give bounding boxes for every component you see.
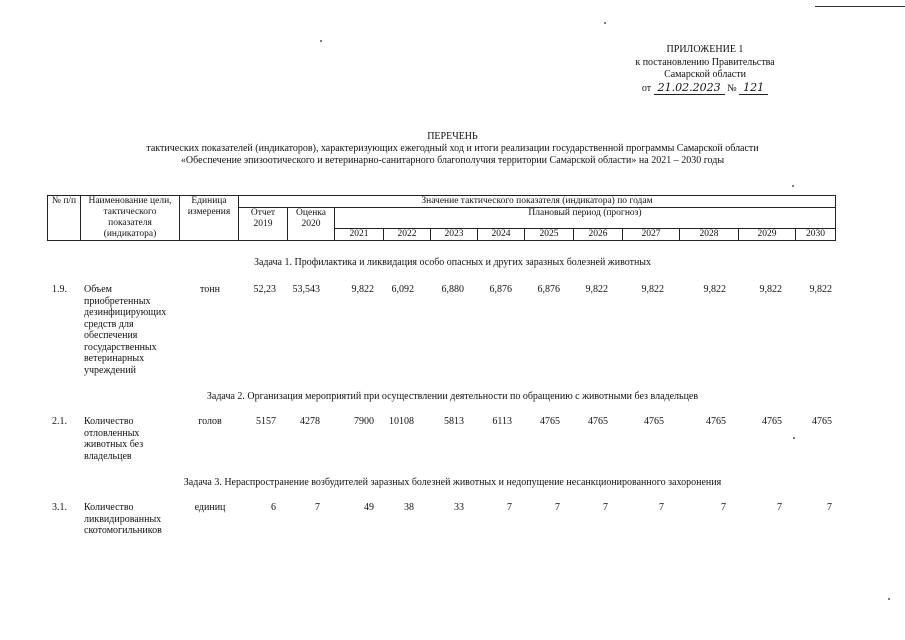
year-header: 2029 (739, 229, 796, 241)
value-cell: 52,23 (253, 284, 276, 295)
value-cell: 6,092 (391, 284, 414, 295)
table-row (0, 284, 905, 384)
year-header: 2025 (525, 229, 574, 241)
value-cell: 38 (404, 502, 414, 513)
table-row (0, 502, 905, 542)
value-cell: 4765 (588, 416, 608, 427)
appendix-date-line (625, 82, 785, 96)
value-cell: 7 (555, 502, 560, 513)
indicators-table-header (47, 195, 836, 241)
value-cell: 7 (603, 502, 608, 513)
value-cell: 7 (777, 502, 782, 513)
value-cell: 6,876 (489, 284, 512, 295)
value-cell: 6,880 (441, 284, 464, 295)
col-header-no: № п/п (48, 196, 81, 241)
document-subtitle: тактических показателей (индикаторов), характеризующих ежегодный ход и итоги реализации государственной программы Самарской области (146, 143, 759, 154)
number-label: № (727, 82, 737, 94)
year-header: 2026 (574, 229, 623, 241)
value-cell: 4765 (762, 416, 782, 427)
table-row (0, 416, 905, 468)
value-cell: 10108 (389, 416, 414, 427)
handwritten-date: 21.02.2023 (654, 82, 725, 96)
col-header-plan: Плановый период (прогноз) (335, 208, 836, 229)
appendix-line: Самарской области (664, 69, 746, 80)
value-cell: 53,543 (292, 284, 320, 295)
year-header: 2024 (478, 229, 525, 241)
value-cell: 7 (659, 502, 664, 513)
from-label: от (641, 82, 652, 94)
value-cell: 7900 (354, 416, 374, 427)
col-header-name: Наименование цели, тактического показателя (индикатора) (81, 196, 180, 241)
scan-speck (604, 22, 606, 24)
value-cell: 4765 (540, 416, 560, 427)
handwritten-number: 121 (739, 82, 768, 96)
scan-speck (320, 40, 322, 42)
value-cell: 6 (271, 502, 276, 513)
value-cell: 7 (827, 502, 832, 513)
year-header: 2021 (335, 229, 384, 241)
task-heading: Задача 2. Организация мероприятий при осуществлении деятельности по обращению с животными без владельцев (206, 391, 699, 402)
value-cell: 4765 (706, 416, 726, 427)
col-header-report: Отчет 2019 (239, 208, 288, 241)
year-header: 2027 (623, 229, 680, 241)
indicator-name: Количество ликвидированных скотомогильников (84, 502, 162, 536)
value-cell: 9,822 (641, 284, 664, 295)
value-cell: 5157 (256, 416, 276, 427)
value-cell: 49 (364, 502, 374, 513)
document-subtitle: «Обеспечение эпизоотического и ветеринарно-санитарного благополучия территории Самарской области» на 2021 – 2030 годы (180, 155, 725, 166)
appendix-title: ПРИЛОЖЕНИЕ 1 (666, 44, 744, 55)
unit-cell: единиц (194, 502, 226, 513)
value-cell: 9,822 (809, 284, 832, 295)
indicator-name: Количество отловленных животных без владельцев (84, 416, 144, 462)
value-cell: 4765 (644, 416, 664, 427)
unit-cell: голов (198, 416, 222, 427)
value-cell: 7 (721, 502, 726, 513)
scan-speck (792, 185, 794, 187)
value-cell: 4765 (812, 416, 832, 427)
row-number: 3.1. (52, 502, 67, 513)
task-heading: Задача 1. Профилактика и ликвидация особо опасных и других заразных болезней животных (253, 257, 652, 268)
value-cell: 6113 (492, 416, 512, 427)
scan-speck (888, 598, 890, 600)
value-cell: 5813 (444, 416, 464, 427)
appendix-line: к постановлению Правительства (635, 56, 775, 68)
top-edge-line (815, 6, 905, 7)
year-header: 2030 (796, 229, 836, 241)
appendix-block (625, 44, 785, 95)
document-title: ПЕРЕЧЕНЬ (427, 131, 478, 142)
row-number: 1.9. (52, 284, 67, 295)
value-cell: 9,822 (585, 284, 608, 295)
value-cell: 9,822 (351, 284, 374, 295)
year-header: 2022 (384, 229, 431, 241)
col-header-unit: Единица измерения (180, 196, 239, 241)
col-header-estimate: Оценка 2020 (288, 208, 335, 241)
value-cell: 4278 (300, 416, 320, 427)
value-cell: 9,822 (759, 284, 782, 295)
row-number: 2.1. (52, 416, 67, 427)
value-cell: 33 (454, 502, 464, 513)
col-header-values: Значение тактического показателя (индикатора) по годам (239, 196, 836, 208)
value-cell: 7 (315, 502, 320, 513)
value-cell: 7 (507, 502, 512, 513)
year-header: 2028 (680, 229, 739, 241)
indicator-name: Объем приобретенных дезинфицирующих средств для обеспечения государственных ветеринарных учреждений (84, 284, 167, 376)
value-cell: 9,822 (703, 284, 726, 295)
value-cell: 6,876 (537, 284, 560, 295)
unit-cell: тонн (200, 284, 220, 295)
task-heading: Задача 3. Нераспространение возбудителей заразных болезней животных и недопущение несанкционированного захоронения (183, 477, 722, 488)
year-header: 2023 (431, 229, 478, 241)
